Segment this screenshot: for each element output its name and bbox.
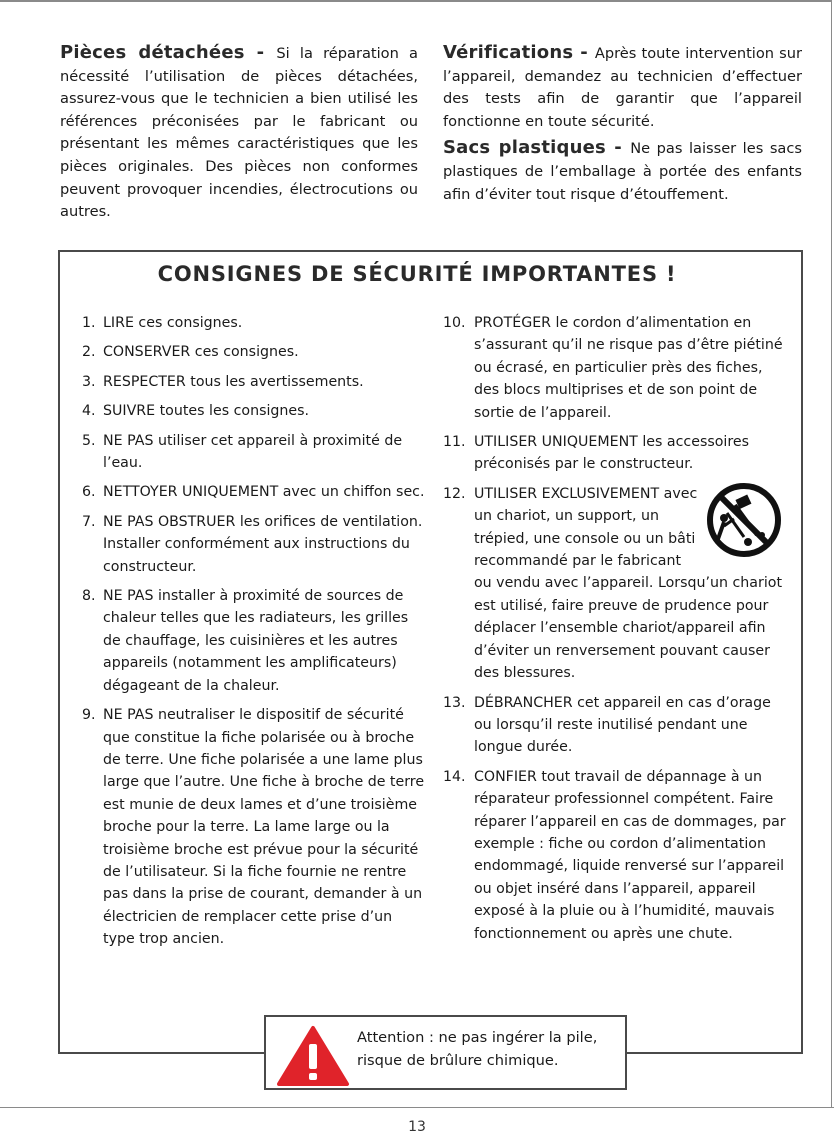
plastic-bags-paragraph [443,137,802,206]
item-number: 2. [82,344,96,361]
item-text: SUIVRE toutes les consignes. [103,403,310,420]
safety-item-5 [82,430,427,475]
item-text: NETTOYER UNIQUEMENT avec un chiffon sec. [103,484,425,501]
safety-item-4 [82,400,427,422]
safety-list-right [443,312,788,952]
spare-parts-paragraph [60,42,418,224]
footer-rule [0,1107,834,1108]
item-text: CONFIER tout travail de dépannage à un réparateur professionnel compétent. Faire réparer l’appareil en cas de dommages, par exemple : fiche ou cordon d’alimentation endommagé, liquide renversé sur l’appareil ou objet inséré dans l’appareil, appareil exposé à la pluie ou à l’humidité, mauvais fonctionnement ou après une chute. [474,768,786,942]
item-number: 5. [82,432,96,449]
safety-list-left [82,312,427,958]
safety-item-9 [82,704,427,950]
safety-item-10 [443,312,788,424]
cart-warning-icon [704,483,788,557]
plastic-bags-text: Ne pas laisser les sacs plastiques de l’emballage à portée des enfants afin d’éviter tout risque d’étouffement. [443,140,802,203]
safety-item-1 [82,312,427,334]
item-text: NE PAS OBSTRUER les orifices de ventilation. Installer conformément aux instructions du constructeur. [103,513,423,575]
item-number: 12. [443,485,466,502]
item-text: RESPECTER tous les avertissements. [103,373,364,390]
safety-item-14 [443,766,788,945]
verifications-paragraph [443,42,802,133]
battery-warning-box [264,1015,627,1090]
safety-item-13 [443,692,788,759]
page-number: 13 [408,1119,426,1135]
item-text: NE PAS neutraliser le dispositif de sécurité que constitue la fiche polarisée ou à broche de terre. Une fiche polarisée a une lame plus large que l’autre. Une fiche à broche de terre est munie de deux lames et d’une troisième broche pour la terre. La lame large ou la troisième broche est prévue pour la sécurité de l’utilisateur. Si la fiche fournie ne rentre pas dans la prise de courant, demander à un électricien de remplacer cette prise d’un type trop ancien. [103,707,425,948]
spare-parts-text: Si la réparation a nécessité l’utilisation de pièces détachées, assurez-vous que le technicien a bien utilisé les références préconisées par le fabricant ou présentant les mêmes caractéristiques que les pièces originales. Des pièces non conformes peuvent provoquer incendies, électrocutions ou autres. [60,45,418,221]
spare-parts-lead: Pièces détachées - [60,42,277,63]
item-text: CONSERVER ces consignes. [103,344,299,361]
item-text: PROTÉGER le cordon d’alimentation en s’assurant qu’il ne risque pas d’être piétiné ou écrasé, en particulier près des fiches, des blocs multiprises et de son point de sortie de l’appareil. [474,315,783,421]
verifications-text: Après toute intervention sur l’appareil, demandez au technicien d’effectuer des tests afin de garantir que l’appareil fonctionne en toute sécurité. [443,45,802,130]
safety-item-8 [82,585,427,697]
item-text: LIRE ces consignes. [103,315,243,331]
warning-triangle-icon [276,1025,350,1087]
item-number: 14. [443,768,466,785]
item-number: 7. [82,513,96,530]
item-text: DÉBRANCHER cet appareil en cas d’orage ou lorsqu’il reste inutilisé pendant une longue durée. [474,694,771,756]
item-text: NE PAS installer à proximité de sources de chaleur telles que les radiateurs, les grilles de chauffage, les cuisinières et les autres appareils (notamment les amplificateurs) dégageant de la chaleur. [103,588,409,694]
plastic-bags-lead: Sacs plastiques - [443,137,631,159]
safety-item-2 [82,341,427,363]
item-number: 6. [82,484,96,501]
safety-item-12 [443,483,788,685]
safety-item-7 [82,511,427,578]
item-number: 3. [82,373,96,390]
item-text: NE PAS utiliser cet appareil à proximité de l’eau. [103,432,403,472]
safety-item-11 [443,431,788,476]
intro-right-column [443,42,802,206]
item-text: UTILISER UNIQUEMENT les accessoires préconisés par le constructeur. [474,434,749,473]
item-number: 4. [82,403,96,420]
safety-title: CONSIGNES DE SÉCURITÉ IMPORTANTES ! [157,262,677,286]
item-number: 9. [82,707,96,724]
safety-item-6 [82,481,427,503]
item-number: 13. [443,694,466,711]
item-number: 10. [443,315,466,331]
safety-item-3 [82,371,427,393]
verifications-lead: Vérifications - [443,42,595,63]
battery-warning-text: Attention : ne pas ingérer la pile, risque de brûlure chimique. [357,1029,598,1069]
intro-left-column [60,42,418,224]
item-number: 1. [82,315,96,331]
item-number: 8. [82,588,96,605]
item-number: 11. [443,434,466,451]
item-text: UTILISER EXCLUSIVEMENT avec un chariot, un support, un trépied, une console ou un bâti recommandé par le fabricant ou vendu avec l’appareil. Lorsqu’un chariot est utilisé, faire preuve de prudence pour déplacer l’ensemble chariot/appareil afin d’éviter un renversement pouvant causer des blessures. [474,485,783,682]
